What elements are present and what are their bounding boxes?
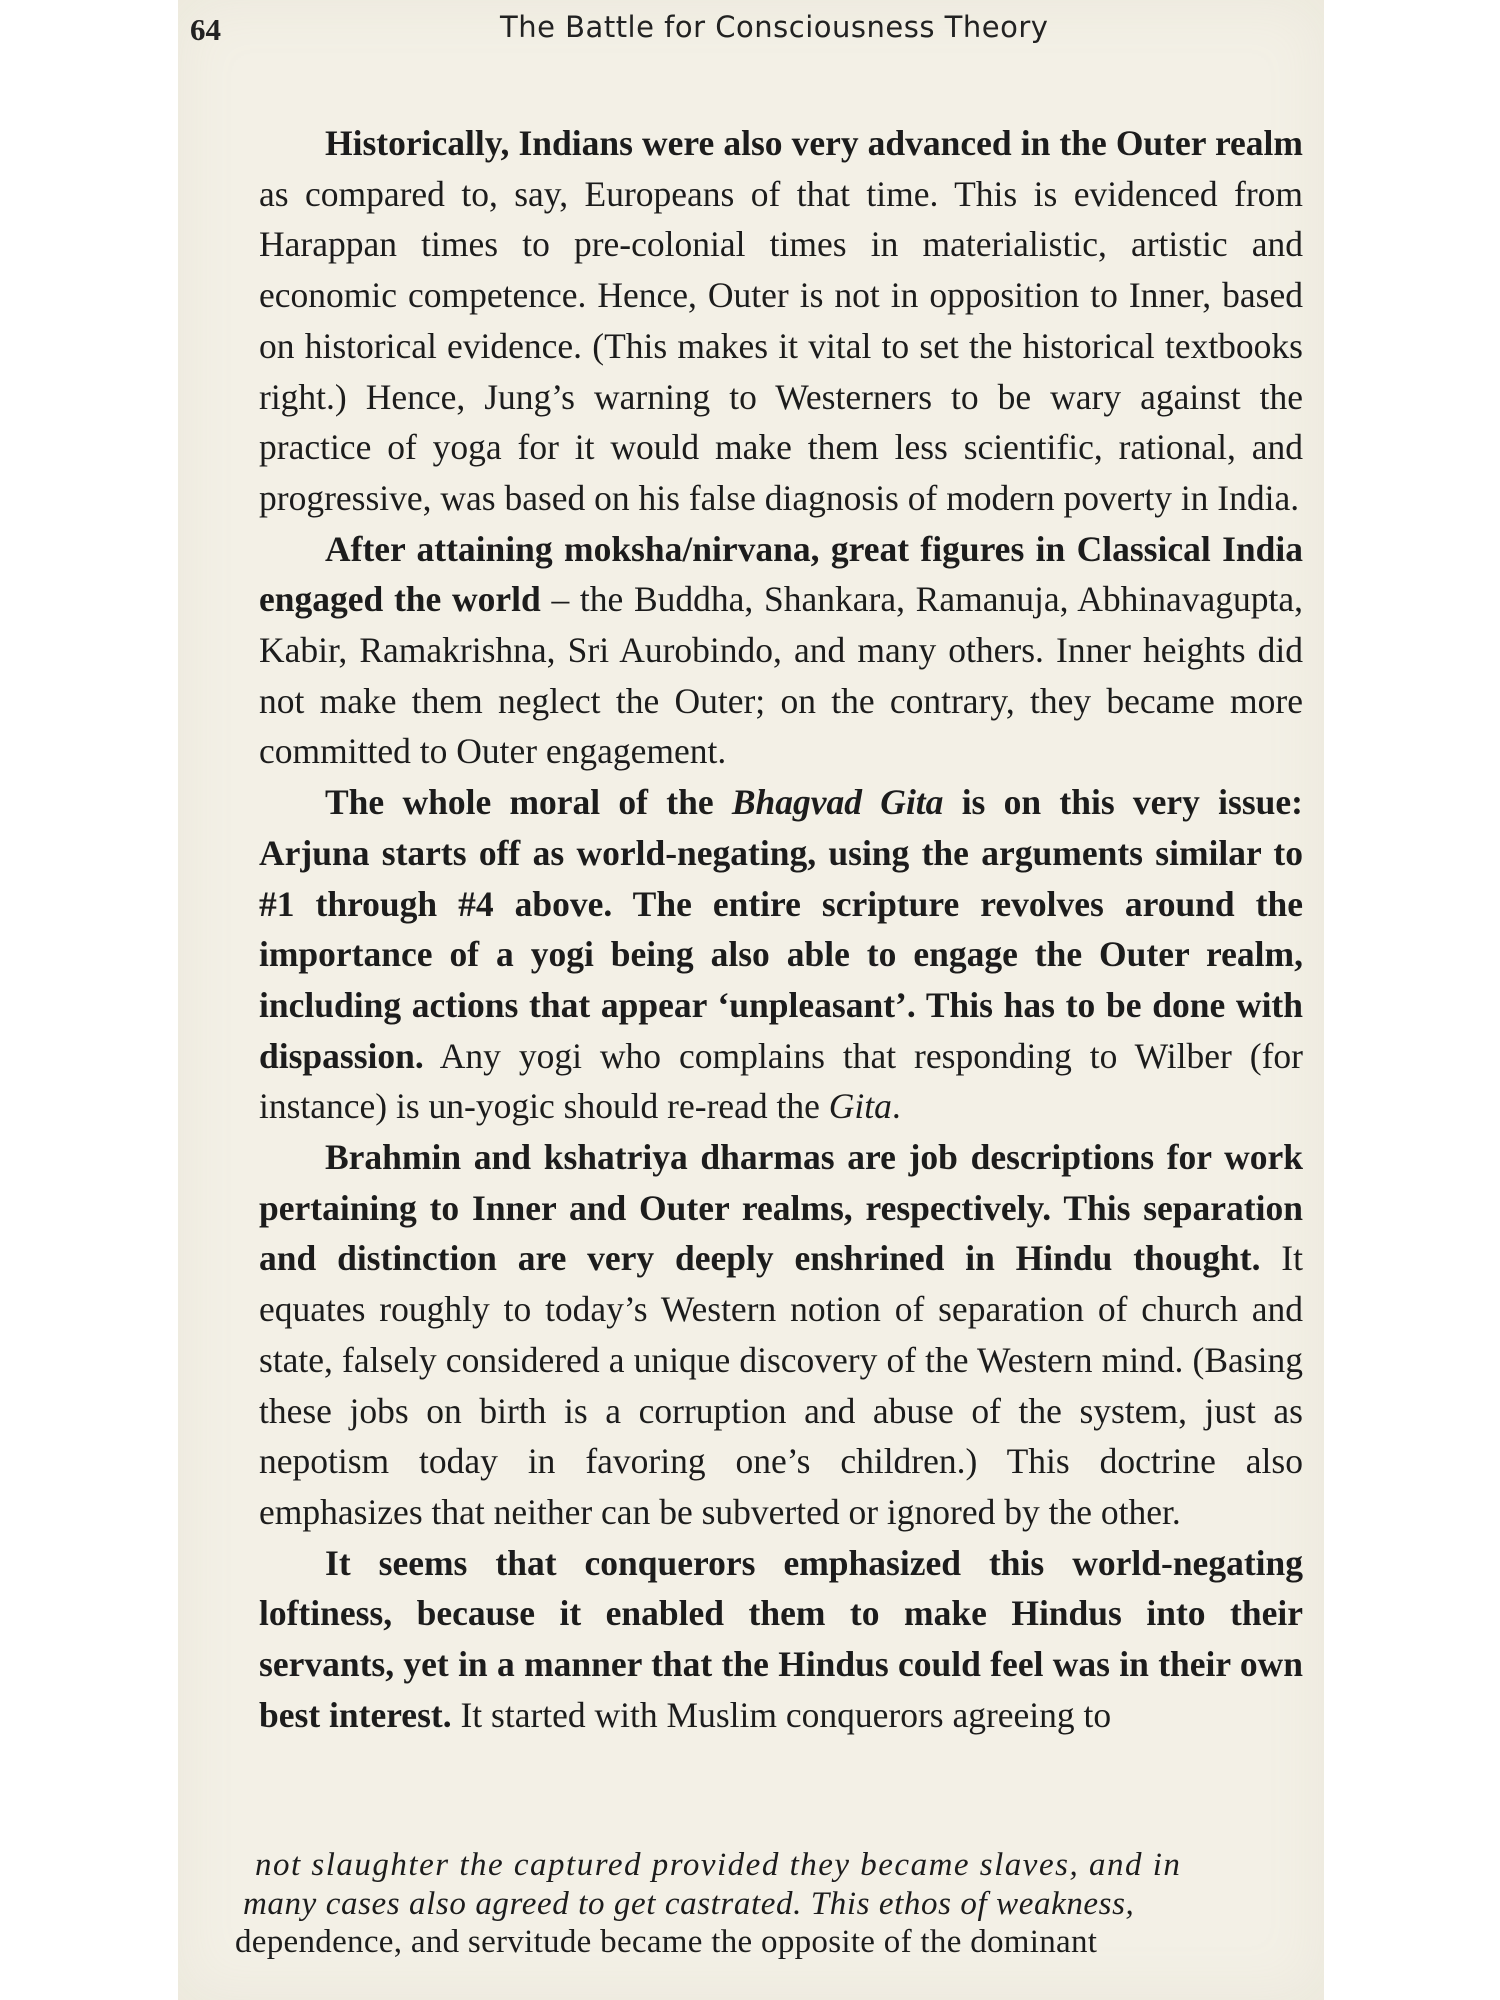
- paragraph: [259, 524, 1303, 778]
- bold-lead: The whole moral of the: [325, 782, 732, 823]
- page-number: 64: [190, 12, 221, 47]
- bold-lead: After attaining moksha/nirvana, great figures in Classical India engaged the world: [259, 528, 1303, 620]
- bold-lead: Historically, Indians were also very advanced in the Outer realm: [325, 123, 1303, 163]
- curved-tail-text: [235, 1846, 1295, 1962]
- bold-lead-cont: is on this very issue: Arjuna starts off as world-negating, using the arguments similar to #1 through #4 above. The entire scripture revolves around the importance of a yogi being also able to engage the Outer realm, including actions that appear ‘unpleasant’. This has to be done with dispassion.: [259, 782, 1304, 1076]
- paragraph-text: It equates roughly to today’s Western notion of separation of church and state, falsely considered a unique discovery of the Western mind. (Basing these jobs on birth is a corruption and abuse of the system, just as nepotism today in favoring one’s children.) This doctrine also emphasizes that neither can be subverted or ignored by the other.: [259, 1238, 1303, 1532]
- paragraph: [259, 1538, 1303, 1741]
- paragraph-text: as compared to, say, Europeans of that time. This is evidenced from Harappan times to pre-colonial times in materialistic, artistic and economic competence. Hence, Outer is not in opposition to Inner, based on historical evidence. (This makes it vital to set the historical textbooks right.) Hence, Jung’s warning to Westerners to be wary against the practice of yoga for it would make them less scientific, rational, and progressive, was based on his false diagnosis of modern poverty in India.: [259, 173, 1303, 518]
- page-header: [178, 10, 1324, 58]
- tail-line: many cases also agreed to get castrated. This ethos of weakness,: [243, 1885, 1135, 1922]
- paragraph-text: Any yogi who complains that responding to Wilber (for instance) is un-yogic should re-read the: [259, 1035, 1303, 1127]
- bold-italic-title: Bhagvad Gita: [731, 782, 944, 823]
- tail-line: dependence, and servitude became the opposite of the dominant: [235, 1924, 1098, 1960]
- bold-lead: Brahmin and kshatriya dharmas are job descriptions for work pertaining to Inner and Outer realms, respectively. This separation and distinction are very deeply enshrined in Hindu thought.: [259, 1137, 1303, 1279]
- paragraph: [259, 118, 1303, 524]
- book-page: [178, 0, 1324, 2000]
- paragraph-text: – the Buddha, Shankara, Ramanuja, Abhinavagupta, Kabir, Ramakrishna, Sri Aurobindo, and many others. Inner heights did not make them neglect the Outer; on the contrary, they became more committed to Outer engagement.: [259, 579, 1303, 772]
- paragraph-text: It started with Muslim conquerors agreeing to: [451, 1694, 1112, 1735]
- paragraph: [259, 1132, 1303, 1538]
- running-head: The Battle for Consciousness Theory: [500, 10, 1049, 44]
- bold-lead: It seems that conquerors emphasized this world-negating loftiness, because it enabled them to make Hindus into their servants, yet in a manner that the Hindus could feel was in their own best interest.: [259, 1542, 1303, 1735]
- paragraph: [259, 777, 1303, 1132]
- italic-title: Gita: [828, 1086, 892, 1127]
- tail-line: not slaughter the captured provided they became slaves, and in: [255, 1847, 1182, 1883]
- body-text: [259, 118, 1303, 1741]
- paragraph-text-end: .: [891, 1086, 901, 1127]
